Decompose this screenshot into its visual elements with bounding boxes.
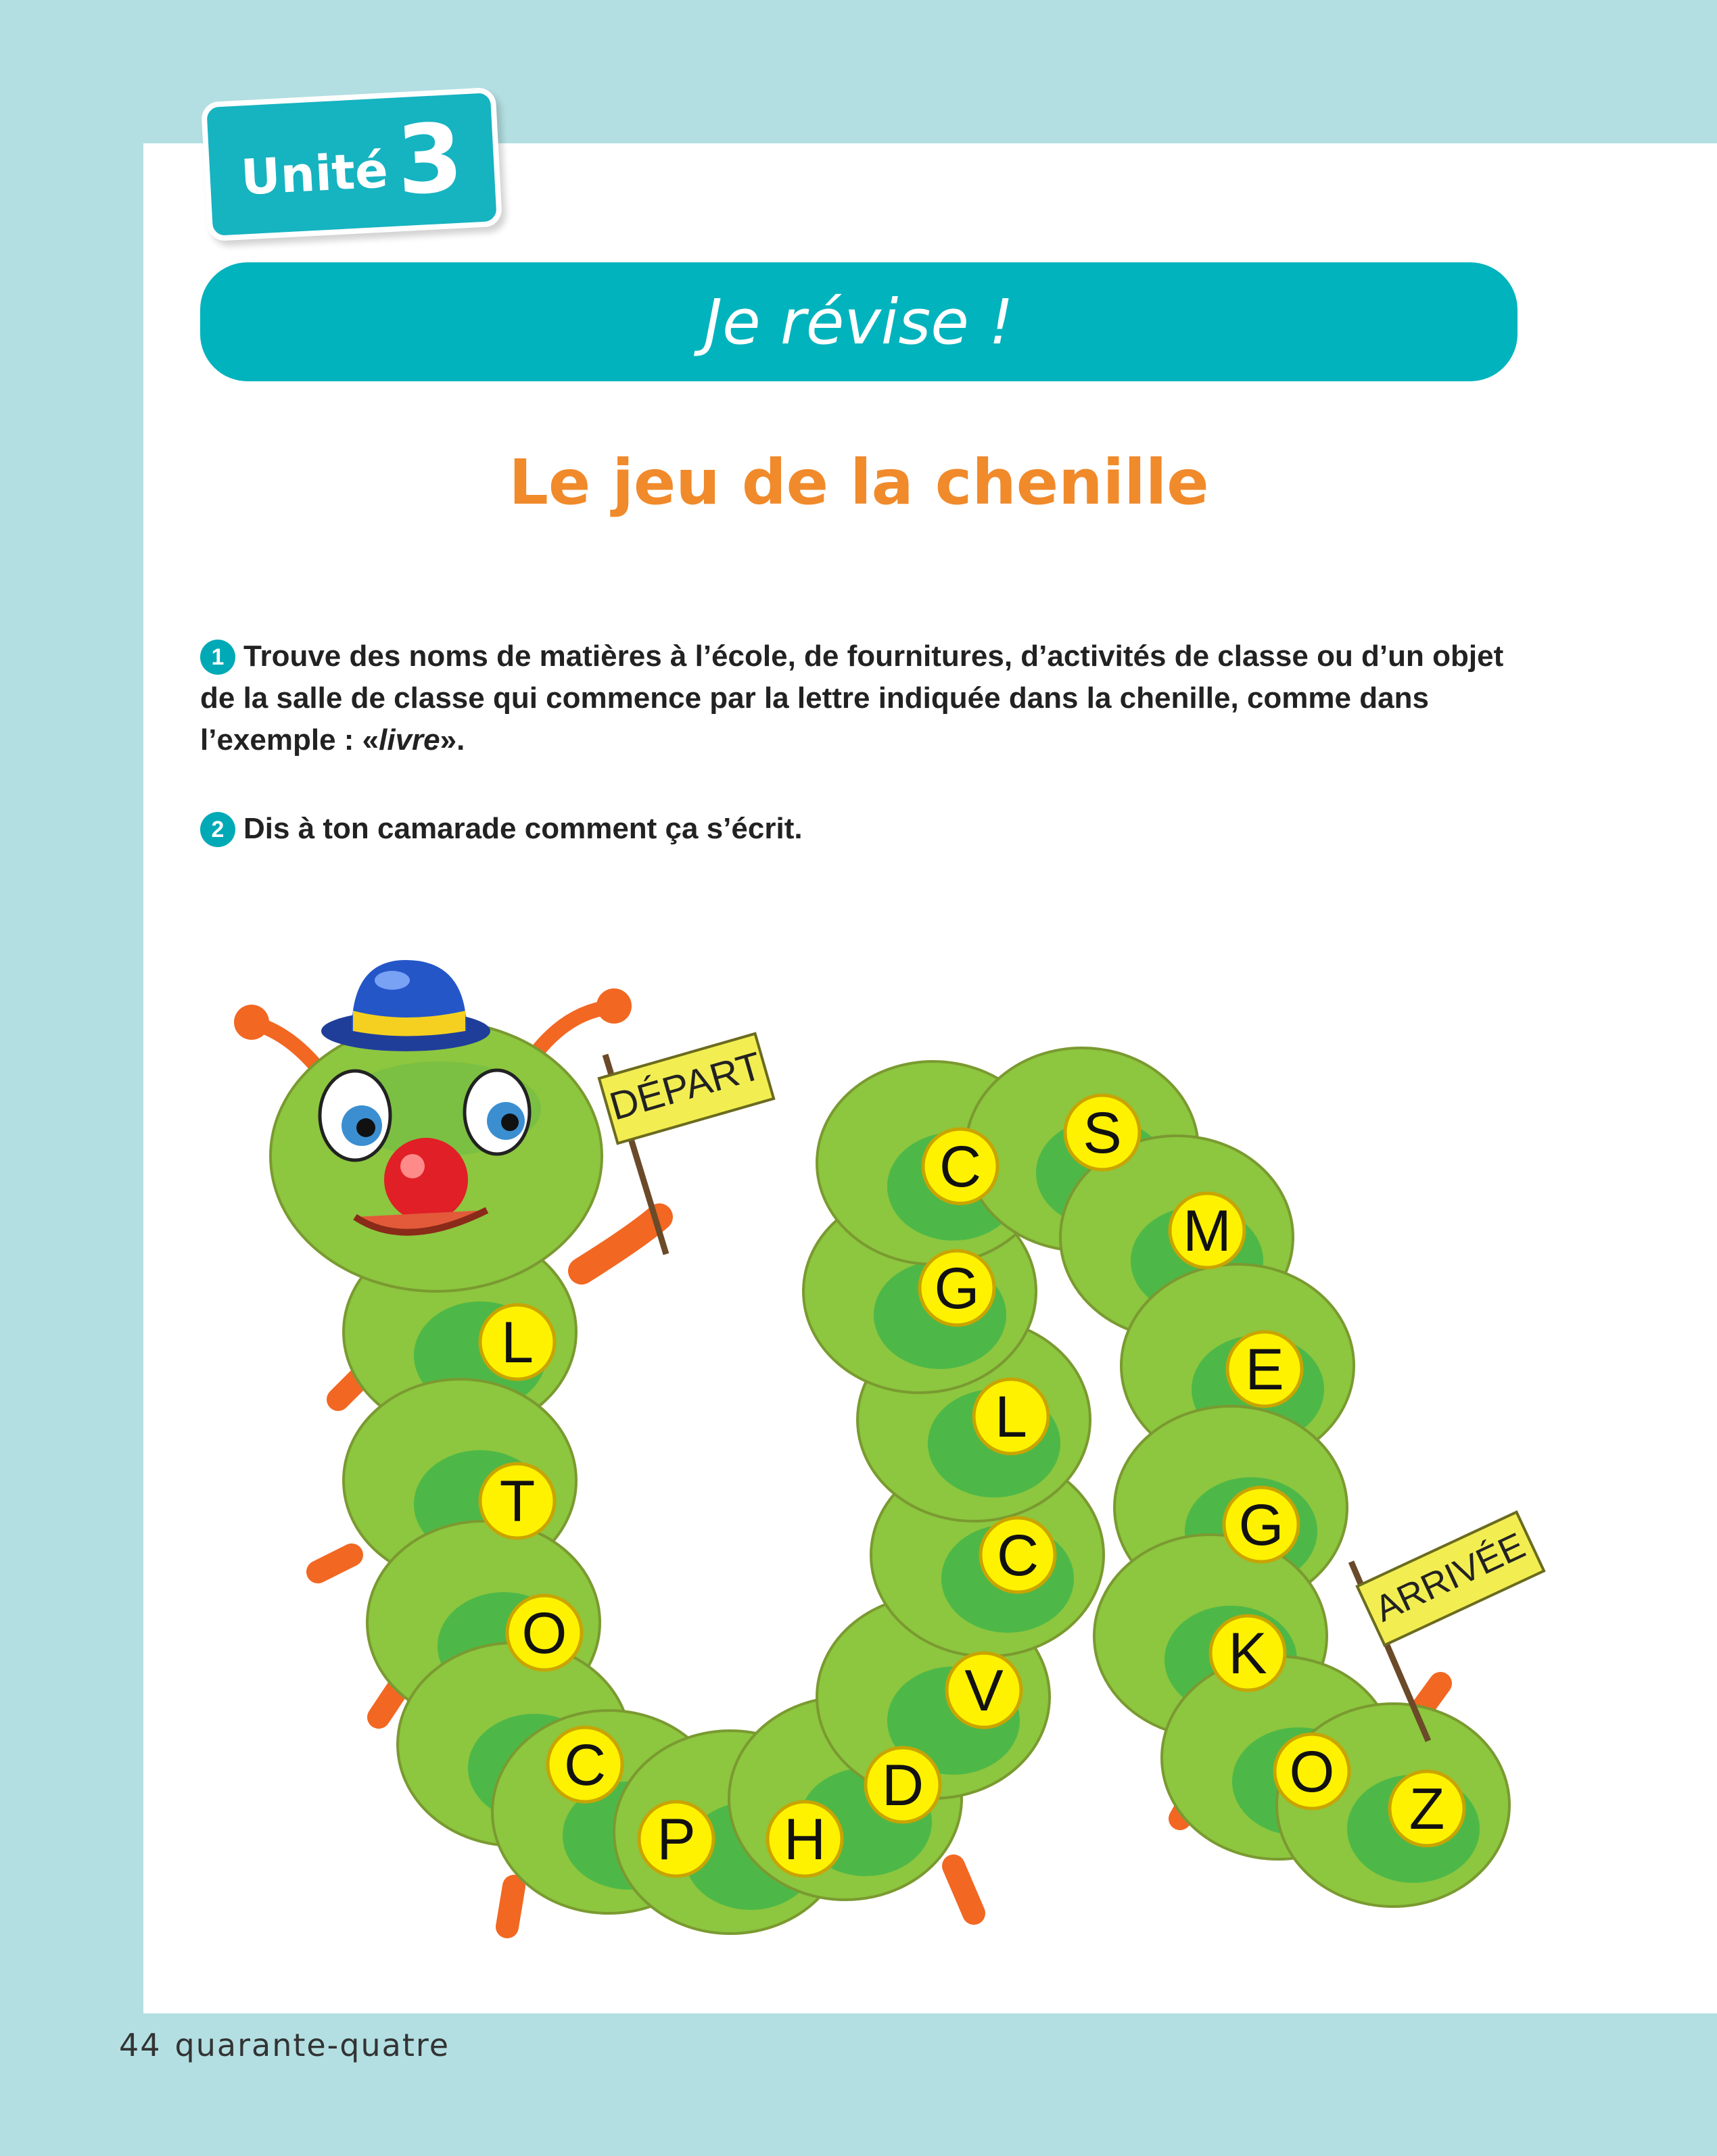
page-number: 44 — [119, 2027, 162, 2063]
page-word: quarante-quatre — [174, 2027, 450, 2063]
letter-disc — [866, 1748, 940, 1822]
instruction-1-end: ». — [440, 723, 465, 757]
letter-disc-label: E — [1245, 1337, 1284, 1402]
game-title: Le jeu de la chenille — [509, 446, 1209, 519]
letter-disc-label: O — [521, 1601, 567, 1666]
start-sign-label: DÉPART — [605, 1043, 767, 1129]
letter-disc-label: V — [964, 1658, 1004, 1723]
letter-disc-label: T — [499, 1469, 536, 1534]
letter-disc — [1224, 1487, 1298, 1562]
letter-disc — [1275, 1734, 1349, 1808]
banner-title: Je révise ! — [703, 285, 1014, 358]
unit-label: Unité — [239, 141, 390, 206]
letter-disc-label: O — [1289, 1740, 1335, 1804]
letter-disc-label: P — [657, 1807, 696, 1872]
letter-disc — [768, 1802, 842, 1876]
letter-disc — [1065, 1095, 1139, 1170]
letter-disc-label: M — [1183, 1199, 1231, 1264]
letter-disc-label: D — [881, 1753, 924, 1818]
caterpillar-leg — [507, 1886, 514, 1927]
letter-disc — [981, 1518, 1055, 1592]
letter-disc-label: L — [995, 1385, 1027, 1450]
letter-disc — [947, 1653, 1021, 1727]
letter-disc — [1210, 1616, 1285, 1690]
letter-disc — [1170, 1193, 1244, 1268]
start-sign — [599, 1034, 774, 1254]
letter-disc-label: C — [939, 1134, 982, 1199]
finish-sign-label: ARRIVÉE — [1369, 1525, 1532, 1630]
caterpillar-leg — [954, 1866, 974, 1913]
bowler-hat — [321, 960, 490, 1051]
letter-disc — [480, 1305, 555, 1379]
letter-disc — [480, 1464, 555, 1538]
letter-disc — [920, 1251, 994, 1325]
letter-disc-label: K — [1228, 1621, 1267, 1686]
letter-disc-label: G — [1238, 1493, 1284, 1558]
letter-disc — [548, 1727, 622, 1802]
caterpillar-leg — [318, 1555, 352, 1572]
letter-disc — [1227, 1332, 1302, 1406]
instruction-2-text: Dis à ton camarade comment ça s’écrit. — [243, 812, 803, 845]
letter-disc — [974, 1379, 1048, 1454]
letter-disc-label: C — [996, 1523, 1039, 1588]
letter-disc-label: Z — [1409, 1777, 1445, 1842]
letter-disc-label: S — [1083, 1101, 1122, 1166]
letter-disc-label: G — [934, 1256, 980, 1321]
instruction-1-text: Trouve des noms de matières à l’école, de fournitures, d’activités de classe ou d’un objet de la salle de classe qui commence par la lettre indiquée dans la chenille, comme dans l’exemple : « — [200, 640, 1504, 757]
letter-disc-label: H — [783, 1807, 826, 1872]
instruction-1-example: livre — [379, 723, 440, 757]
letter-disc-label: C — [563, 1733, 607, 1798]
instruction-number-badge: 2 — [200, 812, 235, 847]
instruction-number-badge: 1 — [200, 640, 235, 675]
head-arm — [582, 1217, 659, 1271]
letter-disc-label: L — [501, 1310, 534, 1375]
letter-disc — [1390, 1771, 1464, 1846]
unit-number: 3 — [394, 103, 466, 217]
page-footer — [119, 2027, 450, 2063]
letter-disc — [507, 1596, 582, 1670]
letter-disc — [639, 1802, 713, 1876]
letter-disc — [923, 1129, 997, 1203]
